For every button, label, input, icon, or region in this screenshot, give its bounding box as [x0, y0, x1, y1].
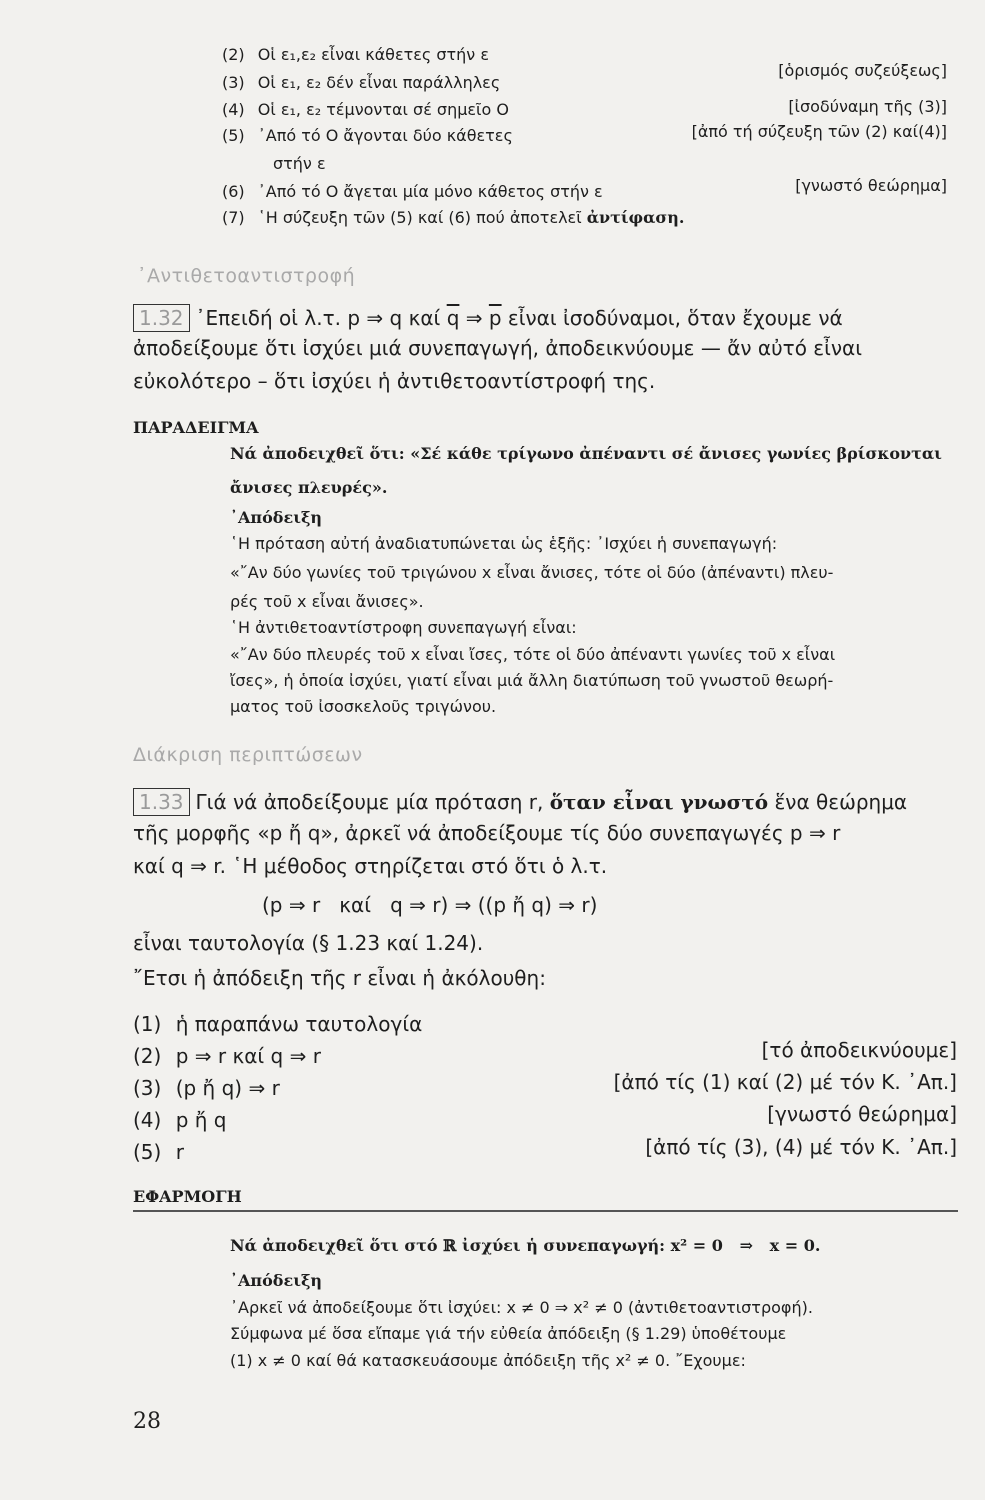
example-heading: ΠΑΡΑΔΕΙΓΜΑ — [133, 418, 259, 437]
step-5-cont: στήν ε — [273, 154, 326, 173]
section2-line4: εἶναι ταυτολογία (§ 1.23 καί 1.24). — [133, 931, 484, 955]
application-heading: ΕΦΑΡΜΟΓΗ — [133, 1187, 242, 1206]
step-text: ἡ παραπάνω ταυτολογία — [175, 1012, 423, 1036]
case-step-5 — [133, 1140, 184, 1164]
text: ⇒ — [459, 306, 489, 330]
divider-rule — [133, 1210, 958, 1212]
step-3-reason: [ὁρισμός συζεύξεως] — [778, 61, 947, 80]
step-2 — [222, 45, 489, 64]
step-6-reason: [γνωστό θεώρημα] — [795, 176, 947, 195]
case-step-5-reason: [ἀπό τίς (3), (4) μέ τόν Κ. ᾿Απ.] — [645, 1135, 957, 1159]
example-line-1: ῾Η πρόταση αὐτή ἀναδιατυπώνεται ὡς ἑξῆς: ᾿Ισχύει ἡ συνεπαγωγή: — [230, 534, 778, 553]
example-line-4: ῾Η ἀντιθετοαντίστροφη συνεπαγωγή εἶναι: — [230, 618, 577, 637]
example-statement-a: Νά ἀποδειχθεῖ ὅτι: «Σέ κάθε τρίγωνο ἀπέναντι σέ ἄνισες γωνίες βρίσκονται — [230, 444, 942, 463]
case-step-2 — [133, 1044, 321, 1068]
step-text: Οἱ ε₁, ε₂ δέν εἶναι παράλληλες — [257, 73, 501, 92]
case-step-4 — [133, 1108, 226, 1132]
case-step-3-reason: [ἀπό τίς (1) καί (2) μέ τόν Κ. ᾿Απ.] — [613, 1070, 957, 1094]
section2-formula: (p ⇒ r καί q ⇒ r) ⇒ ((p ἤ q) ⇒ r) — [262, 893, 598, 917]
q-bar: $\overline{q}$ — [446, 306, 460, 330]
step-num: (3) — [133, 1076, 162, 1100]
application-line-1: ᾿Αρκεῖ νά ἀποδείξουμε ὅτι ἰσχύει: x ≠ 0 ⇒ x² ≠ 0 (ἀντιθετοαντιστροφή). — [230, 1298, 813, 1317]
text: ᾿Επειδή οἱ λ.τ. p ⇒ q καί — [195, 306, 447, 330]
example-line-6: ἴσες», ἡ ὁποία ἰσχύει, γιατί εἶναι μιά ἄλλη διατύπωση τοῦ γνωστοῦ θεωρή- — [230, 671, 834, 690]
step-text: Οἱ ε₁,ε₂ εἶναι κάθετες στήν ε — [257, 45, 489, 64]
section2-line2: τῆς μορφῆς «p ἤ q», ἀρκεῖ νά ἀποδείξουμε τίς δύο συνεπαγωγές p ⇒ r — [133, 821, 841, 845]
step-num: (5) — [222, 126, 245, 145]
step-5 — [222, 126, 513, 145]
case-step-4-reason: [γνωστό θεώρημα] — [767, 1102, 957, 1126]
application-statement: Νά ἀποδειχθεῖ ὅτι στό ℝ ἰσχύει ἡ συνεπαγωγή: x² = 0 ⇒ x = 0. — [230, 1236, 821, 1255]
step-text: ᾿Από τό Ο ἄγονται δύο κάθετες — [257, 126, 513, 145]
bold-text: ὅταν εἶναι γνωστό — [549, 790, 769, 814]
application-line-3: (1) x ≠ 0 καί θά κατασκευάσουμε ἀπόδειξη τῆς x² ≠ 0. ῎Εχουμε: — [230, 1351, 746, 1370]
example-line-7: ματος τοῦ ἰσοσκελοῦς τριγώνου. — [230, 697, 497, 716]
text: εἶναι ἰσοδύναμοι, ὅταν ἔχουμε νά — [501, 306, 843, 330]
step-num: (4) — [222, 100, 245, 119]
text: ἕνα θεώρημα — [768, 790, 908, 814]
step-num: (5) — [133, 1140, 162, 1164]
step-num: (4) — [133, 1108, 162, 1132]
step-5-reason: [ἀπό τή σύζευξη τῶν (2) καί(4)] — [691, 122, 947, 141]
example-proof-label: ᾿Απόδειξη — [230, 508, 323, 527]
step-text: p ⇒ r καί q ⇒ r — [175, 1044, 321, 1068]
example-line-5: «῎Αν δύο πλευρές τοῦ x εἶναι ἴσες, τότε οἱ δύο ἀπέναντι γωνίες τοῦ x εἶναι — [230, 645, 836, 664]
step-6 — [222, 182, 603, 201]
p-bar: $\overline{p}$ — [488, 306, 502, 330]
section1-line1 — [133, 304, 843, 332]
step-text: (p ἤ q) ⇒ r — [175, 1076, 280, 1100]
step-num: (2) — [222, 45, 245, 64]
step-num: (6) — [222, 182, 245, 201]
section-box-1-33: 1.33 — [133, 788, 190, 816]
step-num: (3) — [222, 73, 245, 92]
example-line-3: ρές τοῦ x εἶναι ἄνισες». — [230, 592, 424, 611]
page-number: 28 — [133, 1409, 161, 1434]
step-num: (1) — [133, 1012, 162, 1036]
step-text: r — [175, 1140, 184, 1164]
section1-line2: ἀποδείξουμε ὅτι ἰσχύει μιά συνεπαγωγή, ἀποδεικνύουμε — ἄν αὐτό εἶναι — [133, 336, 863, 360]
section-title-contrapositive: ᾿Αντιθετοαντιστροφή — [137, 265, 356, 287]
section2-line1 — [133, 788, 907, 816]
section1-line3: εὐκολότερο – ὅτι ἰσχύει ἡ ἀντιθετοαντίστροφή της. — [133, 369, 656, 393]
section2-line5: ῎Ετσι ἡ ἀπόδειξη τῆς r εἶναι ἡ ἀκόλουθη: — [133, 966, 546, 990]
case-step-3 — [133, 1076, 280, 1100]
step-text: p ἤ q — [175, 1108, 227, 1132]
step-text: ᾿Από τό Ο ἄγεται μία μόνο κάθετος στήν ε — [257, 182, 603, 201]
step-text: ῾Η σύζευξη τῶν (5) καί (6) πού ἀποτελεῖ — [257, 208, 582, 227]
case-step-2-reason: [τό ἀποδεικνύουμε] — [761, 1038, 957, 1062]
step-bold-tail: ἀντίφαση. — [586, 208, 685, 227]
step-3 — [222, 73, 500, 92]
step-4 — [222, 100, 509, 119]
section2-line3: καί q ⇒ r. ῾Η μέθοδος στηρίζεται στό ὅτι ὁ λ.τ. — [133, 854, 608, 878]
application-line-2: Σύμφωνα μέ ὅσα εἴπαμε γιά τήν εὐθεία ἀπόδειξη (§ 1.29) ὑποθέτουμε — [230, 1324, 787, 1343]
example-line-2: «῎Αν δύο γωνίες τοῦ τριγώνου x εἶναι ἄνισες, τότε οἱ δύο (ἀπέναντι) πλευ- — [230, 563, 834, 582]
step-num: (7) — [222, 208, 245, 227]
section-title-cases: Διάκριση περιπτώσεων — [133, 744, 363, 766]
section-box-1-32: 1.32 — [133, 304, 190, 332]
case-step-1 — [133, 1012, 422, 1036]
example-statement-b: ἄνισες πλευρές». — [230, 478, 388, 497]
step-num: (2) — [133, 1044, 162, 1068]
text: Γιά νά ἀποδείξουμε μία πρόταση r, — [195, 790, 550, 814]
step-7 — [222, 208, 684, 227]
step-4-reason: [ἰσοδύναμη τῆς (3)] — [788, 97, 947, 116]
step-text: Οἱ ε₁, ε₂ τέμνονται σέ σημεῖο Ο — [257, 100, 509, 119]
application-proof-label: ᾿Απόδειξη — [230, 1271, 323, 1290]
